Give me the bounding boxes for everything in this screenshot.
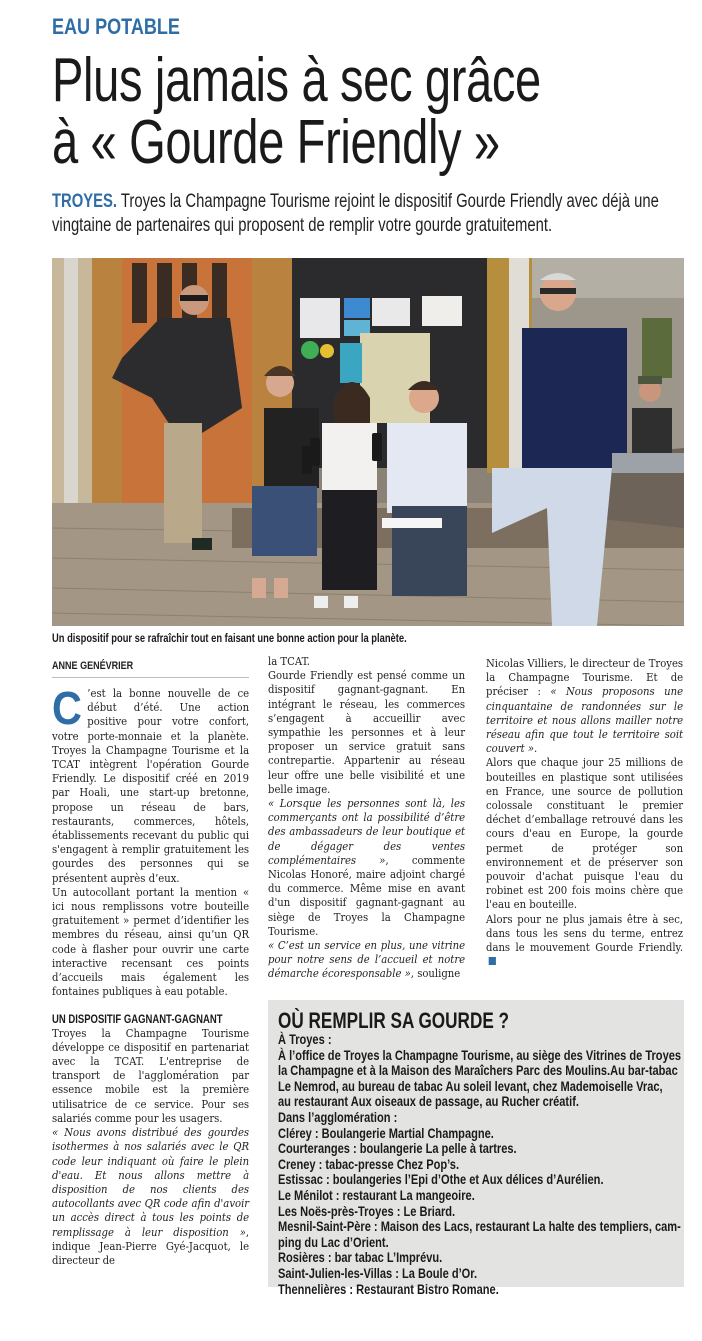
water-bottle — [372, 433, 382, 461]
paragraph-text: , souligne — [410, 967, 461, 981]
article-column-2 — [268, 655, 465, 982]
box-line: Clérey : Boulangerie Martial Champagne. — [278, 1125, 494, 1142]
box-line: Les Noës-près-Troyes : Le Briard. — [278, 1203, 456, 1220]
box-line: la Champagne et à la Maison des Maraîchers Parc des Moulins.Au bar-tabac — [278, 1063, 678, 1080]
box-line: Rosières : bar tabac L’Imprévu. — [278, 1250, 443, 1267]
article-paragraph — [52, 1126, 249, 1268]
box-line: Courteranges : boulangerie La pelle à tartres. — [278, 1141, 517, 1158]
article-column-3 — [486, 657, 683, 969]
headline-line-2: à « Gourde Friendly » — [52, 108, 500, 177]
box-line: Creney : tabac-presse Chez Pop’s. — [278, 1156, 460, 1173]
group-photo-illustration — [52, 258, 684, 626]
article-paragraph — [486, 913, 683, 970]
paragraph-text: ’est la bonne nouvelle de ce début d’été. Une action positive pour votre confort, votre porte-monnaie et la planète. Troyes la Champagne Tourisme et la TCAT intègrent l'opération Gourde Friendly. Le dispositif créé en 2019 par Hoali, une start-up bretonne, propose un réseau de bars, restaurants, commerces, hôtels, établissements recevant du public qui s'engagent à remplir gratuitement les gourdes des personnes qui se présentent auprès d’eux. — [52, 687, 250, 885]
where-to-fill-box — [268, 1000, 684, 1298]
article-paragraph: la TCAT. — [268, 655, 311, 668]
box-content — [278, 1010, 684, 1298]
box-line: Estissac : boulangeries l’Epi d’Othe et Aux délices d’Aurélien. — [278, 1172, 604, 1189]
box-line: Le Ménilot : restaurant La mangeoire. — [278, 1187, 475, 1204]
article-column-1 — [52, 682, 250, 1268]
photo-caption: Un dispositif pour se rafraîchir tout en faisant une bonne action pour la planète. — [52, 631, 407, 645]
box-title: OÙ REMPLIR SA GOURDE ? — [278, 1008, 510, 1033]
box-line: ping du Lac d’Orient. — [278, 1234, 389, 1251]
paragraph-text: , indique Jean-Pierre Gyé-Jacquot, le directeur de — [52, 1225, 250, 1267]
box-line: Thennelières : Restaurant Bistro Romane. — [278, 1281, 499, 1298]
box-line: Mesnil-Saint-Père : Maison des Lacs, restaurant La halte des templiers, cam- — [278, 1219, 681, 1236]
end-of-article-square-icon — [489, 957, 496, 965]
lede — [52, 190, 692, 238]
drop-cap: C — [52, 682, 82, 734]
byline: ANNE GENÉVRIER — [52, 660, 134, 672]
paragraph-text: Nicolas Villiers, le directeur de Troyes la Champagne Tourisme. Et de préciser : — [486, 657, 684, 699]
box-line: au restaurant Aux oiseaux de passage, au Rucher créatif. — [278, 1094, 579, 1111]
quote: « C’est un service en plus, une vitrine pour notre sens de l’accueil et notre démarche écoresponsable » — [268, 939, 466, 981]
drainpipe — [64, 258, 78, 508]
box-line: À Troyes : — [278, 1032, 332, 1048]
article-paragraph: Troyes la Champagne Tourisme développe ce dispositif en partenariat avec la TCAT. L'entreprise de transport de l'agglomération par essence mobile est la première utilisatrice de ce service. Pour ses salariés comme pour les usagers. — [52, 1026, 250, 1125]
box-line: Le Nemrod, au bureau de tabac Au soleil levant, chez Mademoiselle Vrac, — [278, 1078, 663, 1095]
headline — [52, 46, 584, 177]
article-paragraph — [52, 682, 250, 886]
article-paragraph: Alors que chaque jour 25 millions de bouteilles en plastique sont utilisées en France, une source de pollution colossale constituant le premier déchet d’emballage retrouvé dans les cours d'eau en Europe, la gourde permet de protéger son environnement et de préserver son pouvoir d'achat puisque l'eau du robinet est 200 fois moins chère que l'eau en bouteille. — [486, 756, 684, 912]
paragraph-text: Alors pour ne plus jamais être à sec, dans tous les sens du terme, entrez dans le mouvement Gourde Friendly. — [486, 912, 684, 955]
box-line: Dans l’agglomération : — [278, 1109, 398, 1126]
water-bottle — [310, 438, 320, 466]
quote: « Nous proposons une cinquantaine de randonnées sur le territoire et nous allons mailler notre réseau afin que tout le territoire soit couvert ». — [486, 685, 684, 756]
subheading: UN DISPOSITIF GAGNANT-GAGNANT — [52, 1012, 223, 1027]
section-kicker: EAU POTABLE — [52, 14, 180, 39]
lede-text: Troyes la Champagne Tourisme rejoint le dispositif Gourde Friendly avec déjà une vingtaine de partenaires qui proposent de remplir votre gourde gratuitement. — [52, 191, 659, 236]
article-paragraph: Gourde Friendly est pensé comme un dispositif gagnant-gagnant. En intégrant le réseau, les commerces s’engagent à accueillir avec sympathie les personnes et à leur proposer un service gratuit sans contrepartie. Appartenir au réseau leur offre une belle visibilité et une belle image. — [268, 669, 466, 796]
lede-location: TROYES. — [52, 191, 118, 212]
article-paragraph — [268, 797, 465, 939]
article-photo — [52, 258, 684, 626]
article-paragraph — [486, 657, 683, 756]
headline-line-1: Plus jamais à sec grâce — [52, 46, 541, 115]
quote: « Nous avons distribué des gourdes isothermes à nos salariés avec le QR code leur indiquant où faire le plein d'eau. Et nous allons mettre à disposition de nos clients des autocollants avec QR code afin d'avoir un accès direct à tous les points de remplissage à leur disposition » — [52, 1126, 250, 1239]
box-line: Saint-Julien-les-Villas : La Boule d’Or. — [278, 1265, 478, 1282]
paragraph-text: , commente Nicolas Honoré, maire adjoint chargé du commerce. Même mise en avant d'un dispositif gagnant-gagnant au siège de Troyes la Champagne Tourisme. — [268, 853, 466, 938]
box-line: À l’office de Troyes la Champagne Tourisme, au siège des Vitrines de Troyes — [278, 1047, 682, 1064]
article-paragraph: Un autocollant portant la mention « ici nous remplissons votre bouteille gratuitement » permet d’identifier les membres du réseau, ainsi qu’un QR code à flasher pour ouvrir une carte interactive recensant ces points d’accueils mais également les fontaines publiques à eau potable. — [52, 885, 250, 999]
article-paragraph — [268, 939, 465, 982]
byline-divider — [52, 677, 249, 678]
quote: « Lorsque les personnes sont là, les commerçants ont la possibilité d’être des ambassadeurs de leur boutique et de dégager des ventes complémentaires » — [268, 797, 466, 867]
